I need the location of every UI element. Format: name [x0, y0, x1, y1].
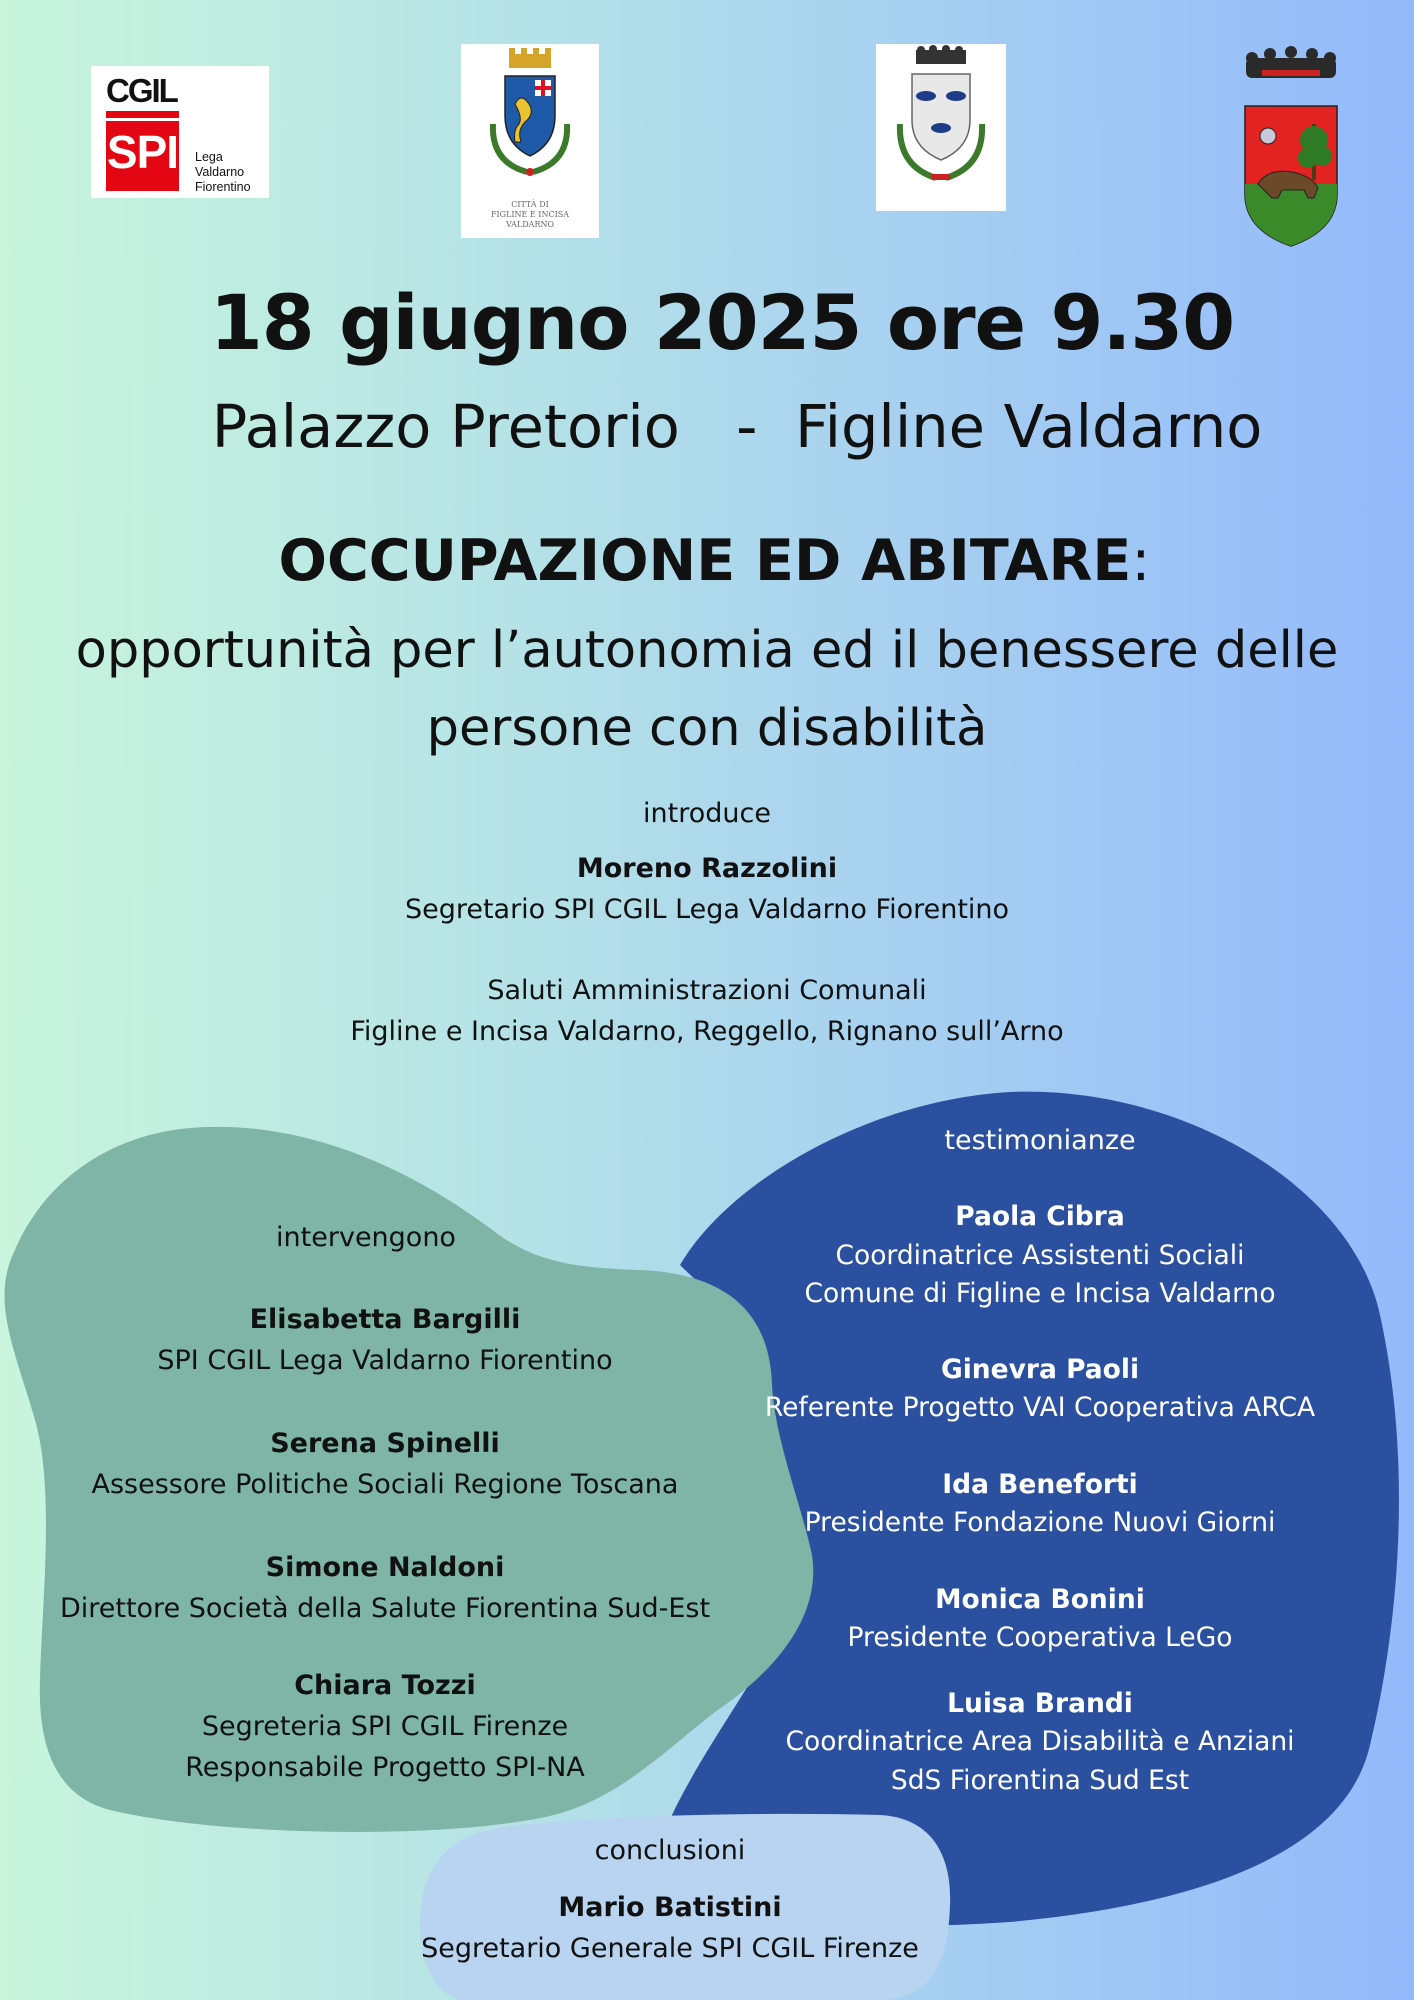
testimonials-list	[740, 1198, 1340, 1800]
speaker-item	[25, 1423, 745, 1505]
testimonials-heading: testimonianze	[944, 1125, 1136, 1156]
speaker-name: Simone Naldoni	[265, 1552, 505, 1583]
testimonial-role: Comune di Figline e Incisa Valdarno	[804, 1278, 1276, 1309]
greetings-line: Saluti Amministrazioni Comunali	[487, 975, 927, 1006]
speaker-name: Elisabetta Bargilli	[249, 1304, 521, 1335]
testimonial-role: Referente Progetto VAI Cooperativa ARCA	[764, 1392, 1316, 1423]
testimonial-name: Ida Beneforti	[942, 1468, 1138, 1500]
intro-speaker-role: Segretario SPI CGIL Lega Valdarno Fiorentino	[404, 894, 1010, 925]
testimonial-role: Presidente Fondazione Nuovi Giorni	[804, 1507, 1276, 1538]
testimonial-item	[740, 1685, 1340, 1801]
caption-line: FIGLINE E INCISA	[490, 210, 570, 219]
testimonial-name: Paola Cibra	[955, 1201, 1125, 1232]
testimonial-item	[740, 1351, 1340, 1428]
speaker-role: Assessore Politiche Sociali Regione Toscana	[91, 1469, 679, 1500]
caption-line: CITTÀ DI	[511, 200, 549, 209]
testimonial-name: Luisa Brandi	[947, 1687, 1133, 1719]
conclusions-label: conclusioni	[594, 1835, 746, 1866]
event-venue: Palazzo Pretorio - Figline Valdarno	[211, 392, 1263, 461]
event-subtitle-line: opportunità per l’autonomia ed il benessere delle	[75, 621, 1339, 680]
speaker-item	[25, 1665, 745, 1788]
testimonial-role: Coordinatrice Area Disabilità e Anziani	[785, 1726, 1295, 1757]
caption-line: Fiorentino	[195, 180, 251, 194]
greetings-line: Figline e Incisa Valdarno, Reggello, Rignano sull’Arno	[350, 1016, 1064, 1047]
testimonial-item	[740, 1466, 1340, 1543]
speaker-name: Chiara Tozzi	[294, 1670, 476, 1701]
caption-line: Lega	[195, 150, 223, 164]
conclusions-speaker-name: Mario Batistini	[558, 1892, 782, 1923]
speaker-role: Direttore Società della Salute Fiorentina Sud-Est	[59, 1593, 711, 1624]
cgil-logo-text: CGIL	[106, 72, 177, 109]
testimonial-role: SdS Fiorentina Sud Est	[890, 1764, 1190, 1796]
intro-speaker-name: Moreno Razzolini	[576, 853, 838, 884]
event-date-time: 18 giugno 2025 ore 9.30	[209, 278, 1235, 367]
spi-logo-text: SPI	[106, 126, 179, 178]
event-title-text: OCCUPAZIONE ED ABITARE	[278, 528, 1132, 594]
speaker-item	[25, 1547, 745, 1629]
testimonial-name: Monica Bonini	[935, 1583, 1145, 1615]
speakers-heading: intervengono	[276, 1222, 456, 1253]
caption-line: VALDARNO	[505, 220, 555, 229]
event-subtitle-line: persone con disabilità	[426, 699, 988, 758]
caption-line: Valdarno	[195, 165, 245, 179]
speaker-role: Segreteria SPI CGIL Firenze	[201, 1711, 569, 1742]
conclusions-section	[400, 1830, 940, 1969]
testimonial-item	[740, 1581, 1340, 1658]
speakers-list	[25, 1299, 745, 1788]
speaker-item	[25, 1299, 745, 1381]
speaker-role: SPI CGIL Lega Valdarno Fiorentino	[157, 1345, 613, 1376]
testimonial-role: Presidente Cooperativa LeGo	[847, 1622, 1233, 1653]
event-title-colon: :	[1131, 528, 1151, 594]
testimonial-name: Ginevra Paoli	[940, 1353, 1140, 1385]
speaker-role: Responsabile Progetto SPI-NA	[185, 1752, 585, 1783]
conclusions-speaker-role: Segretario Generale SPI CGIL Firenze	[421, 1933, 919, 1964]
intro-label: introduce	[643, 798, 771, 829]
testimonial-item	[740, 1198, 1340, 1314]
speaker-name: Serena Spinelli	[270, 1428, 500, 1459]
testimonial-role: Coordinatrice Assistenti Sociali	[835, 1239, 1245, 1271]
